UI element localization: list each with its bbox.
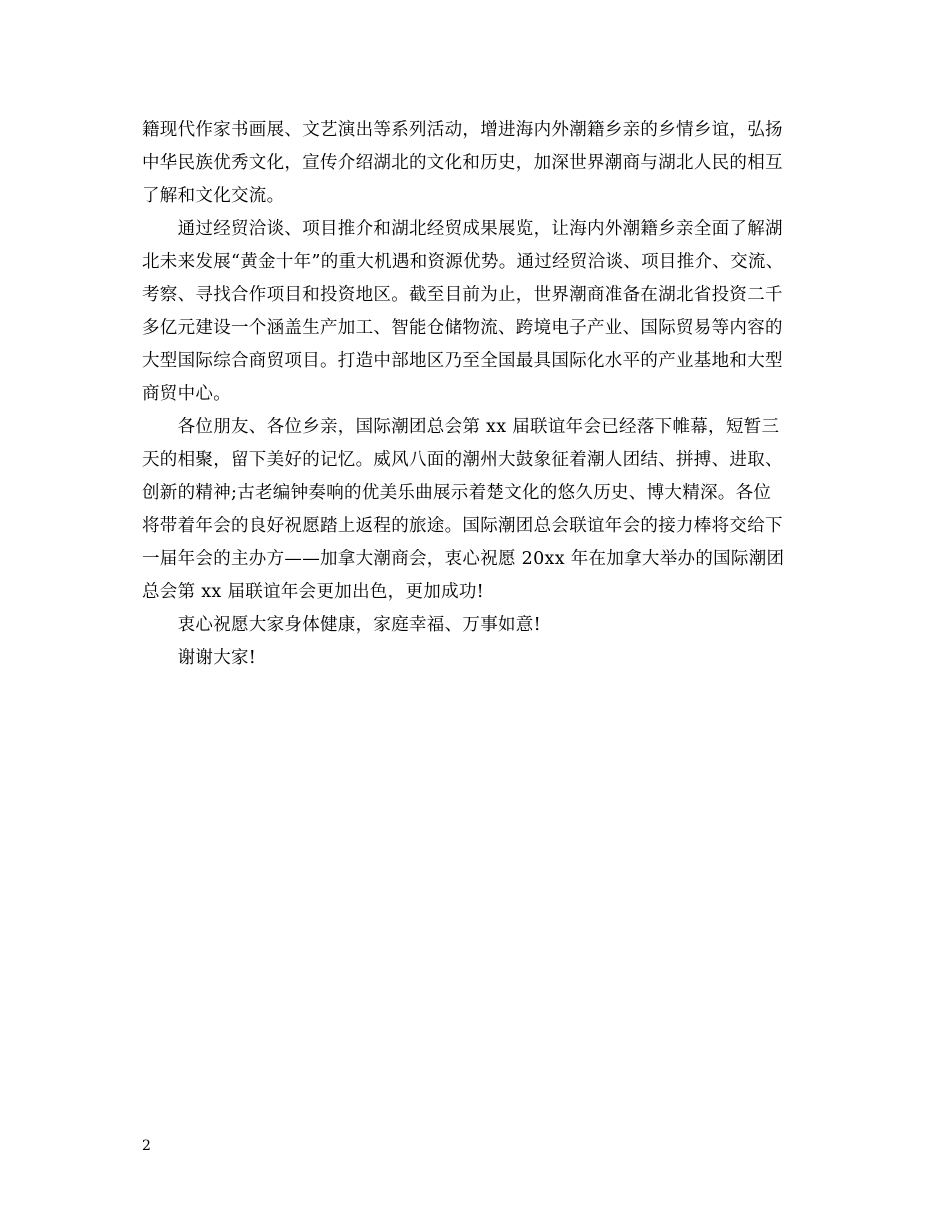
text-line: 衷心祝愿大家身体健康，家庭幸福、万事如意! <box>142 615 541 635</box>
page-number: 2 <box>142 1138 151 1154</box>
text-line: 总会第 xx 届联谊年会更加出色，更加成功! <box>142 582 484 602</box>
text-line: 谢谢大家! <box>142 648 257 668</box>
text-line: 籍现代作家书画展、文艺演出等系列活动，增进海内外潮籍乡亲的乡情乡谊，弘扬 <box>142 120 783 140</box>
text-line: 创新的精神;古老编钟奏响的优美乐曲展示着楚文化的悠久历史、博大精深。各位 <box>142 483 772 503</box>
text-line: 了解和文化交流。 <box>142 186 285 206</box>
text-line: 天的相聚，留下美好的记忆。威风八面的潮州大鼓象征着潮人团结、拼搏、进取、 <box>142 450 783 470</box>
text-line: 商贸中心。 <box>142 384 231 404</box>
text-line: 大型国际综合商贸项目。打造中部地区乃至全国最具国际化水平的产业基地和大型 <box>142 351 783 371</box>
text-line: 多亿元建设一个涵盖生产加工、智能仓储物流、跨境电子产业、国际贸易等内容的 <box>142 318 783 338</box>
text-line: 中华民族优秀文化，宣传介绍湖北的文化和历史，加深世界潮商与湖北人民的相互 <box>142 153 783 173</box>
text-line: 一届年会的主办方——加拿大潮商会，衷心祝愿 20xx 年在加拿大举办的国际潮团 <box>142 549 785 569</box>
text-line: 北未来发展“黄金十年”的重大机遇和资源优势。通过经贸洽谈、项目推介、交流、 <box>142 252 784 272</box>
text-line: 各位朋友、各位乡亲，国际潮团总会第 xx 届联谊年会已经落下帷幕，短暂三 <box>142 417 780 437</box>
text-line: 通过经贸洽谈、项目推介和湖北经贸成果展览，让海内外潮籍乡亲全面了解湖 <box>142 219 783 239</box>
document-body <box>142 114 822 675</box>
text-line: 将带着年会的良好祝愿踏上返程的旅途。国际潮团总会联谊年会的接力棒将交给下 <box>142 516 783 536</box>
text-line: 考察、寻找合作项目和投资地区。截至目前为止，世界潮商准备在湖北省投资二千 <box>142 285 783 305</box>
